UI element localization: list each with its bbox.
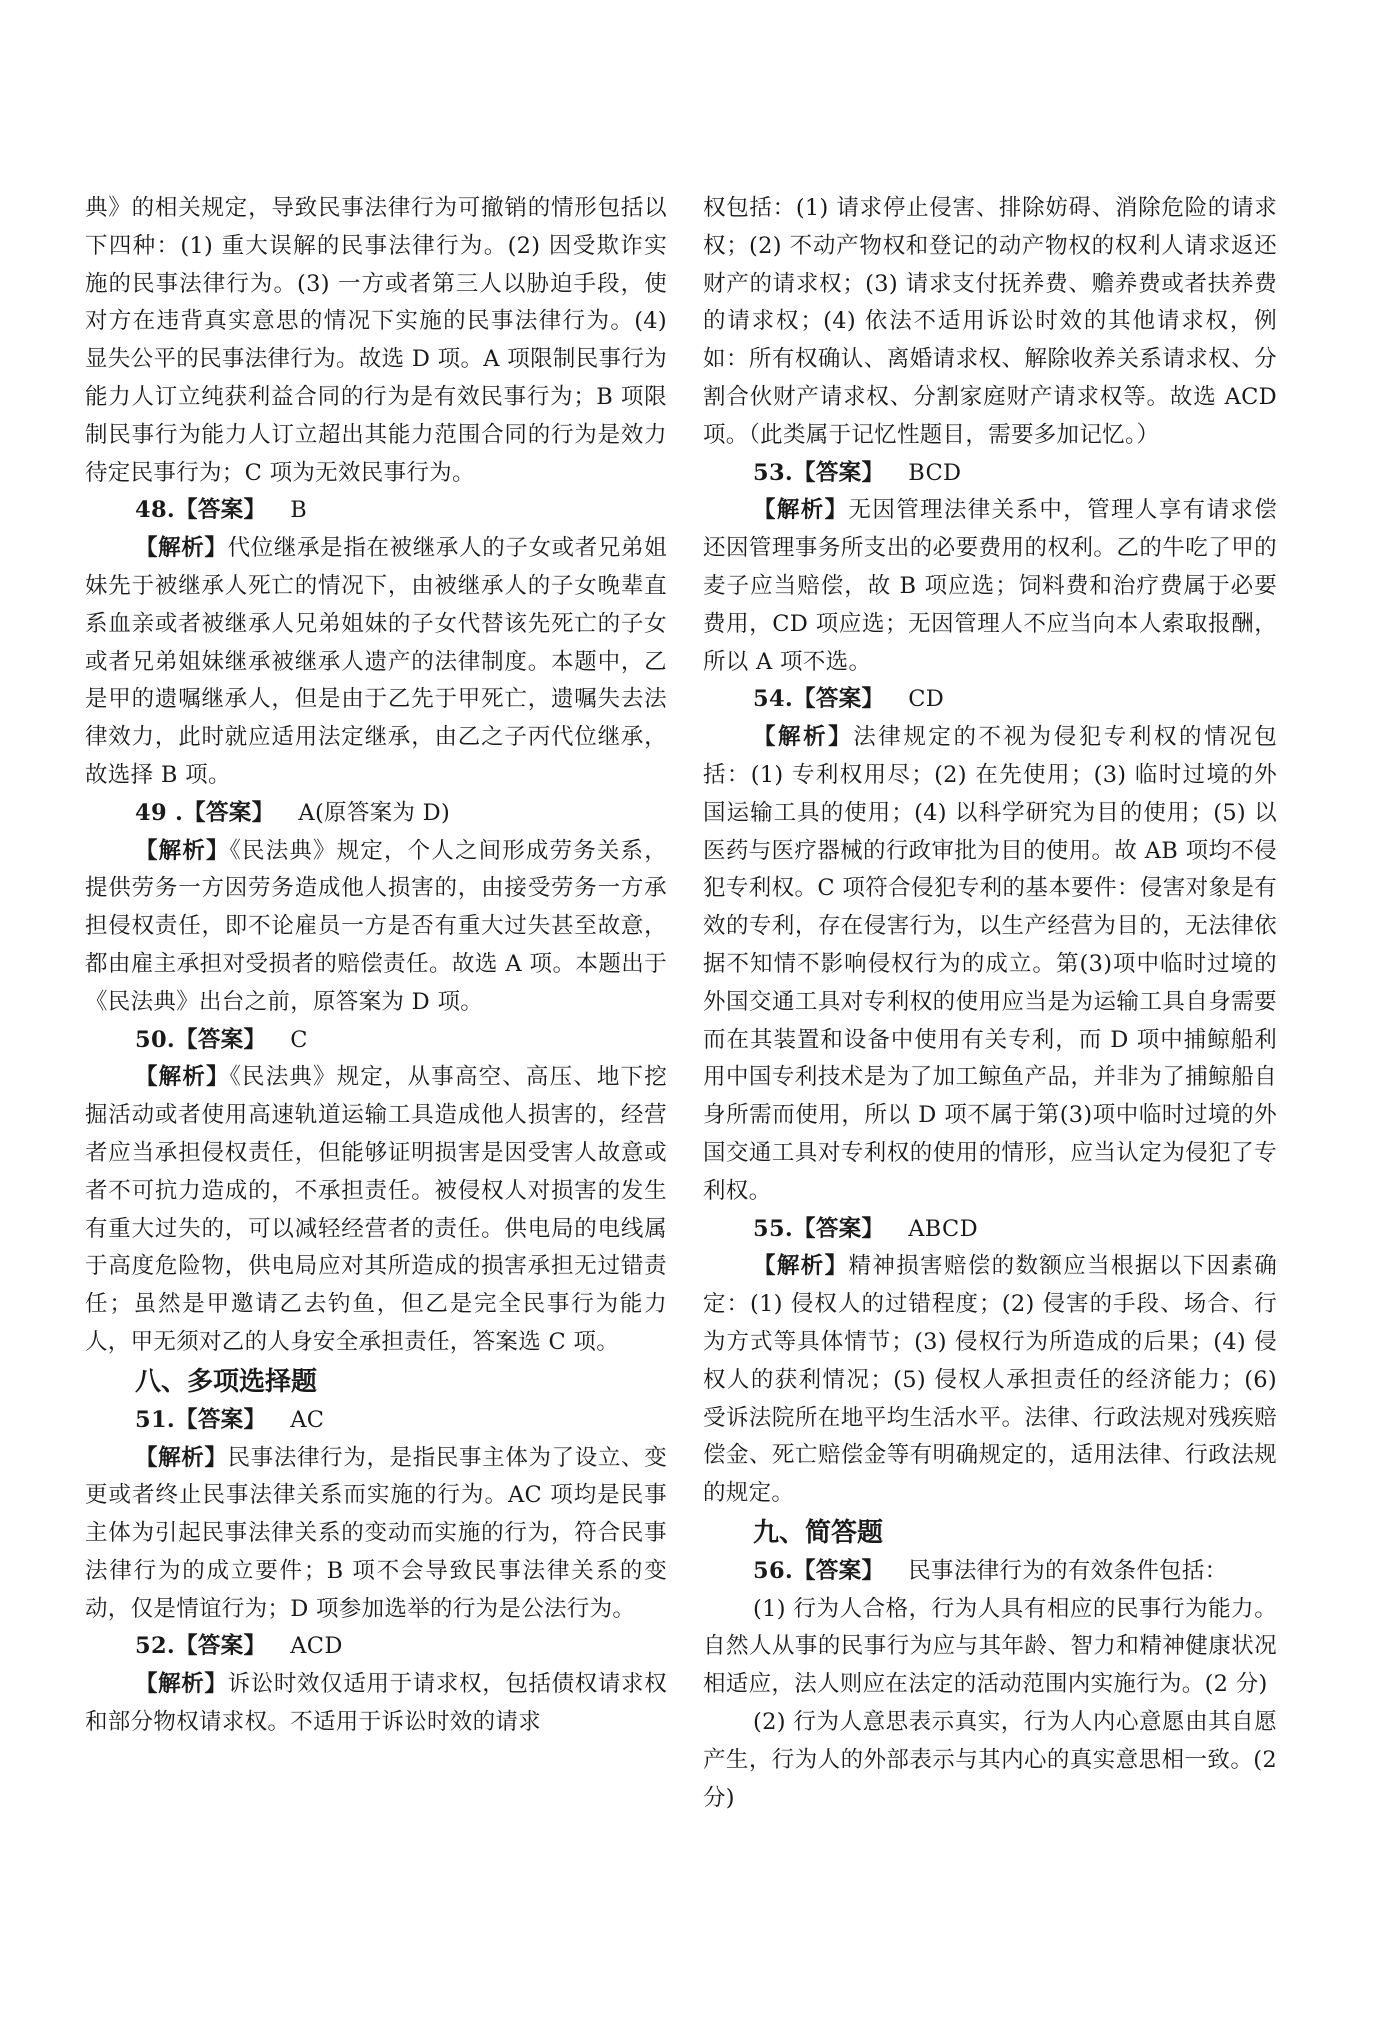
- answer-value: AC: [290, 1406, 325, 1433]
- explanation-text: 《民法典》规定，从事高空、高压、地下挖掘活动或者使用高速轨道运输工具造成他人损害的，经营者应当承担侵权责任，但能够证明损害是因受害人故意或者不可抗力造成的，不承担责任。被侵权人对损害的发生有重大过失的，可以减轻经营者的责任。供电局的电线属于高度危险物，供电局应对其所造成的损害承担无过错责任；虽然是甲邀请乙去钓鱼，但乙是完全民事行为能力人，甲无须对乙的人身安全承担责任，答案选 C 项。: [85, 1064, 668, 1355]
- answer-label: 49 .【答案】: [135, 799, 275, 826]
- explanation-label: 【解析】: [135, 1671, 228, 1698]
- explanation-50: [85, 1059, 667, 1361]
- explanation-text: 法律规定的不视为侵犯专利权的情况包括：(1) 专利权用尽；(2) 在先使用；(3) 临时过境的外国运输工具的使用；(4) 以科学研究为目的使用；(5) 以医药与医疗器械的行政审批为目的使用。故 AB 项均不侵犯专利权。C 项符合侵犯专利的基本要件：侵害对象是有效的专利，存在侵害行为，以生产经营为目的，无法律依据不知情不影响侵权行为的成立。第(3)项中临时过境的外国交通工具对专利权的使用应当是为运输工具自身需要而在其装置和设备中使用有关专利，而 D 项中捕鲸船利用中国专利技术是为了加工鲸鱼产品，并非为了捕鲸船自身所需而使用，所以 D 项不属于第(3)项中临时过境的外国交通工具对专利权的使用的情形，应当认定为侵犯了专利权。: [703, 724, 1278, 1204]
- answer-label: 51.【答案】: [135, 1406, 267, 1433]
- answer-label: 56.【答案】: [753, 1557, 885, 1584]
- explanation-52: [85, 1666, 667, 1742]
- explanation-label: 【解析】: [135, 1444, 228, 1471]
- explanation-text: 代位继承是指在被继承人的子女或者兄弟姐妹先于被继承人死亡的情况下，由被继承人的子女晚辈直系血亲或者被继承人兄弟姐妹的子女代替该先死亡的子女或者兄弟姐妹继承被继承人遗产的法律制度。本题中，乙是甲的遗嘱继承人，但是由于乙先于甲死亡，遗嘱失去法律效力，此时就应适用法定继承，由乙之子丙代位继承，故选择 B 项。: [85, 535, 668, 788]
- answer-label: 53.【答案】: [753, 459, 885, 486]
- paragraph: 典》的相关规定，导致民事法律行为可撤销的情形包括以下四种：(1) 重大误解的民事法律行为。(2) 因受欺诈实施的民事法律行为。(3) 一方或者第三人以胁迫手段，使对方在违背真实意思的情况下实施的民事法律行为。(4) 显失公平的民事法律行为。故选 D 项。A 项限制民事行为能力人订立纯获利益合同的行为是有效民事行为；B 项限制民事行为能力人订立超出其能力范围合同的行为是效力待定民事行为；C 项为无效民事行为。: [85, 195, 667, 486]
- explanation-55: [703, 1248, 1277, 1513]
- explanation-label: 【解析】: [135, 1064, 230, 1091]
- answer-label: 54.【答案】: [753, 686, 885, 713]
- answer-point-1: (1) 行为人合格，行为人具有相应的民事行为能力。自然人从事的民事行为应与其年龄、智力和精神健康状况相适应，法人则应在法定的活动范围内实施行为。(2 分): [703, 1595, 1277, 1698]
- answer-value: A(原答案为 D): [298, 799, 451, 826]
- paragraph: 权包括：(1) 请求停止侵害、排除妨碍、消除危险的请求权；(2) 不动产物权和登记的动产物权的权利人请求返还财产的请求权；(3) 请求支付抚养费、赡养费或者扶养费的请求权；(4) 依法不适用诉讼时效的其他请求权，例如：所有权确认、离婚请求权、解除收养关系请求权、分割合伙财产请求权、分割家庭财产请求权等。故选 ACD 项。（此类属于记忆性题目，需要多加记忆。）: [703, 195, 1277, 448]
- explanation-label: 【解析】: [135, 837, 230, 864]
- answer-value: C: [290, 1026, 308, 1053]
- explanation-label: 【解析】: [753, 497, 849, 524]
- answer-line-51: [85, 1402, 667, 1440]
- answer-value: 民事法律行为的有效条件包括：: [908, 1557, 1228, 1584]
- answer-line-56: [703, 1553, 1277, 1591]
- section-heading-8: 八、多项选择题: [135, 1366, 318, 1397]
- answer-line-52: [85, 1628, 667, 1666]
- explanation-label: 【解析】: [135, 535, 228, 562]
- explanation-48: [85, 530, 667, 795]
- section-heading-9: 九、简答题: [753, 1517, 884, 1548]
- answer-line-55: [703, 1211, 1277, 1249]
- explanation-label: 【解析】: [753, 1253, 849, 1280]
- answer-line-53: [703, 455, 1277, 493]
- answer-label: 52.【答案】: [135, 1633, 267, 1660]
- explanation-text: 精神损害赔偿的数额应当根据以下因素确定：(1) 侵权人的过错程度；(2) 侵害的手段、场合、行为方式等具体情节；(3) 侵权行为所造成的后果；(4) 侵权人的获利情况；(5) 侵权人承担责任的经济能力；(6) 受诉法院所在地平均生活水平。法律、行政法规对残疾赔偿金、死亡赔偿金等有明确规定的，适用法律、行政法规的规定。: [703, 1253, 1277, 1507]
- answer-label: 55.【答案】: [753, 1215, 885, 1242]
- answer-value: B: [290, 497, 308, 524]
- explanation-53: [703, 492, 1277, 681]
- right-column: [703, 190, 1277, 1817]
- left-column: [85, 190, 667, 1742]
- explanation-text: 诉讼时效仅适用于请求权，包括债权请求权和部分物权请求权。不适用于诉讼时效的请求: [85, 1671, 668, 1736]
- answer-value: ABCD: [908, 1215, 978, 1242]
- answer-value: BCD: [908, 459, 962, 486]
- explanation-text: 《民法典》规定，个人之间形成劳务关系，提供劳务一方因劳务造成他人损害的，由接受劳务一方承担侵权责任，即不论雇员一方是否有重大过失甚至故意，都由雇主承担对受损者的赔偿责任。故选 A 项。本题出于《民法典》出台之前，原答案为 D 项。: [85, 837, 668, 1015]
- explanation-text: 无因管理法律关系中，管理人享有请求偿还因管理事务所支出的必要费用的权利。乙的牛吃了甲的麦子应当赔偿，故 B 项应选；饲料费和治疗费属于必要费用，CD 项应选；无因管理人不应当向本人索取报酬，所以 A 项不选。: [703, 497, 1277, 675]
- explanation-label: 【解析】: [753, 724, 854, 751]
- explanation-54: [703, 719, 1277, 1210]
- answer-label: 50.【答案】: [135, 1026, 267, 1053]
- answer-line-54: [703, 681, 1277, 719]
- explanation-49: [85, 833, 667, 1022]
- explanation-51: [85, 1440, 667, 1629]
- answer-line-49: [85, 795, 667, 833]
- answer-value: ACD: [290, 1633, 343, 1660]
- answer-line-48: [85, 492, 667, 530]
- answer-label: 48.【答案】: [135, 497, 267, 524]
- answer-point-2: (2) 行为人意思表示真实，行为人内心意愿由其自愿产生，行为人的外部表示与其内心的真实意思相一致。(2 分): [703, 1709, 1277, 1811]
- answer-line-50: [85, 1022, 667, 1060]
- explanation-text: 民事法律行为，是指民事主体为了设立、变更或者终止民事法律关系而实施的行为。AC 项均是民事主体为引起民事法律关系的变动而实施的行为，符合民事法律行为的成立要件；B 项不会导致民事法律关系的变动，仅是情谊行为；D 项参加选举的行为是公法行为。: [85, 1444, 668, 1622]
- answer-value: CD: [908, 686, 945, 713]
